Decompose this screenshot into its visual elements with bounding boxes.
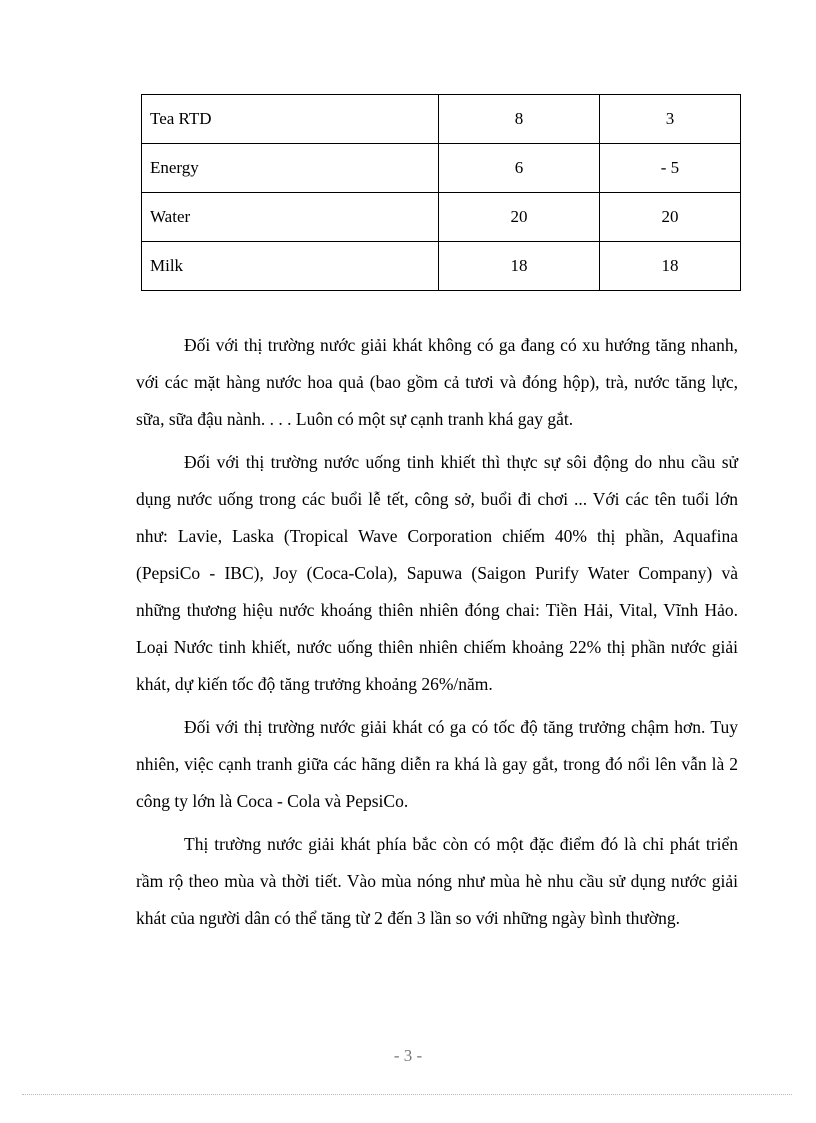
table-cell-value: 20: [599, 193, 740, 242]
page-number: - 3 -: [393, 1046, 423, 1065]
paragraph-pure-water: Đối với thị trường nước uống tinh khiết thì thực sự sôi động do nhu cầu sử dụng nước uống trong các buổi lễ tết, công sở, buổi đi chơi ... Với các tên tuổi lớn như: Lavie, Laska (Tropical Wave Corporation chiếm 40% thị phần, Aquafina (PepsiCo - IBC), Joy (Coca-Cola), Sapuwa (Saigon Purify Water Company) và những thương hiệu nước khoáng thiên nhiên đóng chai: Tiền Hải, Vital, Vĩnh Hảo. Loại Nước tinh khiết, nước uống thiên nhiên chiếm khoảng 22% thị phần nước giải khát, dự kiến tốc độ tăng trưởng khoảng 26%/năm.: [136, 452, 738, 694]
table-cell-value: 18: [439, 242, 600, 291]
table-cell-value: 20: [439, 193, 600, 242]
table-cell-category: Milk: [142, 242, 439, 291]
table-cell-value: 18: [599, 242, 740, 291]
table-row: [142, 144, 741, 193]
footer-divider: [22, 1094, 792, 1095]
table-cell-category: Water: [142, 193, 439, 242]
table-cell-value: 3: [599, 95, 740, 144]
table-row: [142, 193, 741, 242]
table-cell-value: - 5: [599, 144, 740, 193]
paragraph-non-carbonated: Đối với thị trường nước giải khát không có ga đang có xu hướng tăng nhanh, với các mặt hàng nước hoa quả (bao gồm cả tươi và đóng hộp), trà, nước tăng lực, sữa, sữa đậu nành. . . . Luôn có một sự cạnh tranh khá gay gắt.: [136, 335, 738, 429]
table-cell-value: 6: [439, 144, 600, 193]
body-text: [136, 327, 738, 943]
table-row: [142, 242, 741, 291]
table-cell-category: Tea RTD: [142, 95, 439, 144]
paragraph-carbonated: Đối với thị trường nước giải khát có ga có tốc độ tăng trưởng chậm hơn. Tuy nhiên, việc cạnh tranh giữa các hãng diễn ra khá là gay gắt, trong đó nổi lên vẫn là 2 công ty lớn là Coca - Cola và PepsiCo.: [136, 717, 738, 811]
table-row: [142, 95, 741, 144]
paragraph-northern-market: Thị trường nước giải khát phía bắc còn có một đặc điểm đó là chỉ phát triển rầm rộ theo mùa và thời tiết. Vào mùa nóng như mùa hè nhu cầu sử dụng nước giải khát của người dân có thể tăng từ 2 đến 3 lần so với những ngày bình thường.: [136, 834, 738, 928]
table-cell-value: 8: [439, 95, 600, 144]
beverage-growth-table: [141, 94, 741, 291]
table-cell-category: Energy: [142, 144, 439, 193]
